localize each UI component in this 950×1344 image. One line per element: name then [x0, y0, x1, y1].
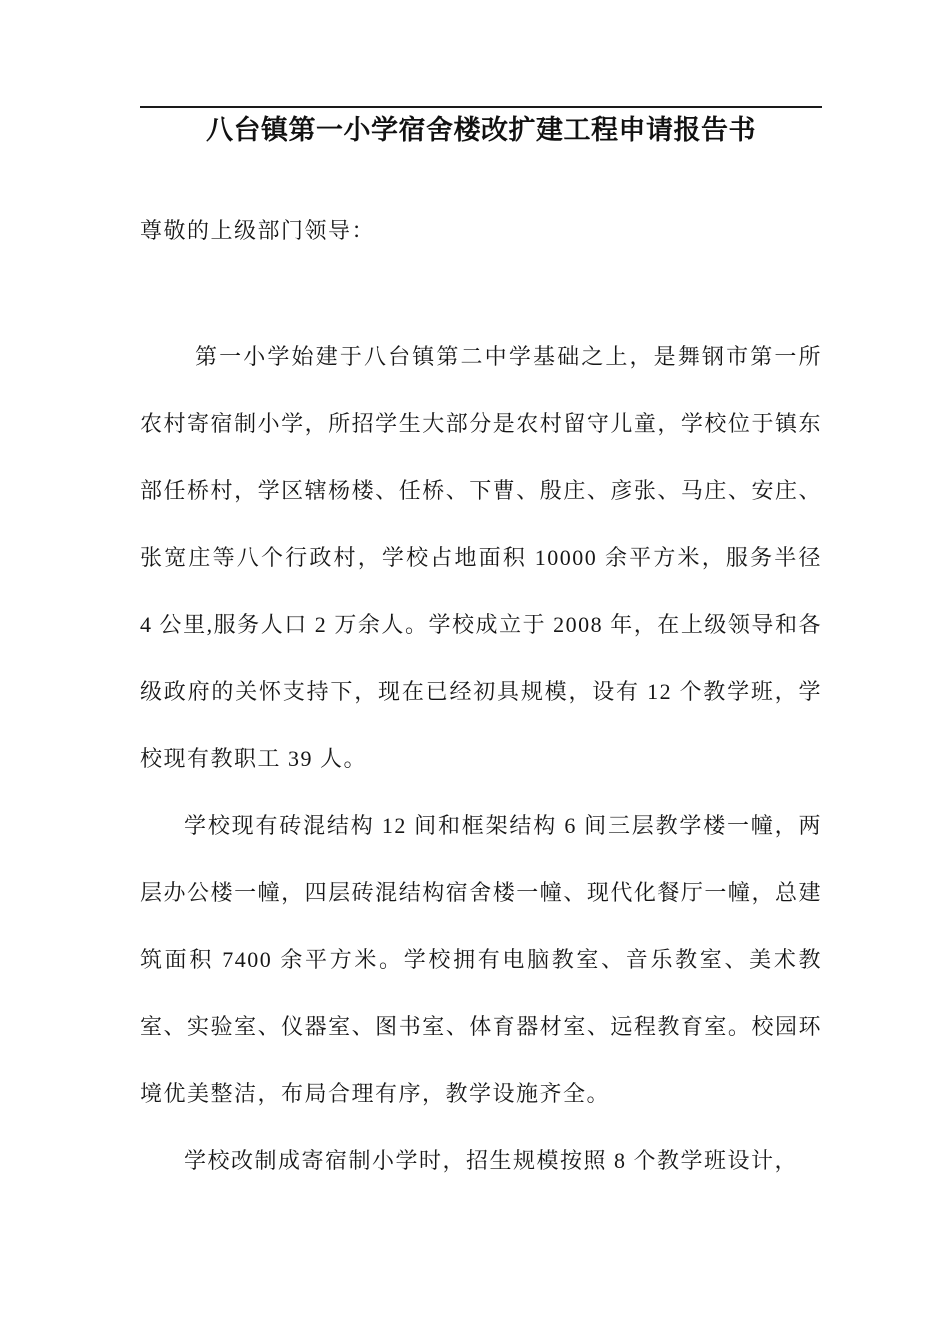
body-paragraph: 第一小学始建于八台镇第二中学基础之上，是舞钢市第一所农村寄宿制小学，所招学生大部分是农村留守儿童，学校位于镇东部任桥村，学区辖杨楼、任桥、下曹、殷庄、彦张、马庄、安庄、张宽庄等八个行政村，学校占地面积 10000 余平方米，服务半径 4 公里,服务人口 2 万余人。学校成立于 2008 年，在上级领导和各级政府的关怀支持下，现在已经初具规模，设有 12 个教学班，学校现有教职工 39 人。 [140, 344, 822, 771]
document-body [140, 197, 822, 1194]
body-paragraph: 学校现有砖混结构 12 间和框架结构 6 间三层教学楼一幢，两层办公楼一幢，四层砖混结构宿舍楼一幢、现代化餐厅一幢，总建筑面积 7400 余平方米。学校拥有电脑教室、音乐教室、美术教室、实验室、仪器室、图书室、体育器材室、远程教育室。校园环境优美整洁，布局合理有序，教学设施齐全。 [140, 813, 822, 1106]
salutation: 尊敬的上级部门领导： [140, 218, 376, 243]
body-paragraph: 学校改制成寄宿制小学时，招生规模按照 8 个教学班设计， [184, 1148, 799, 1173]
header-rule [140, 106, 822, 108]
document-title: 八台镇第一小学宿舍楼改扩建工程申请报告书 [206, 115, 756, 145]
